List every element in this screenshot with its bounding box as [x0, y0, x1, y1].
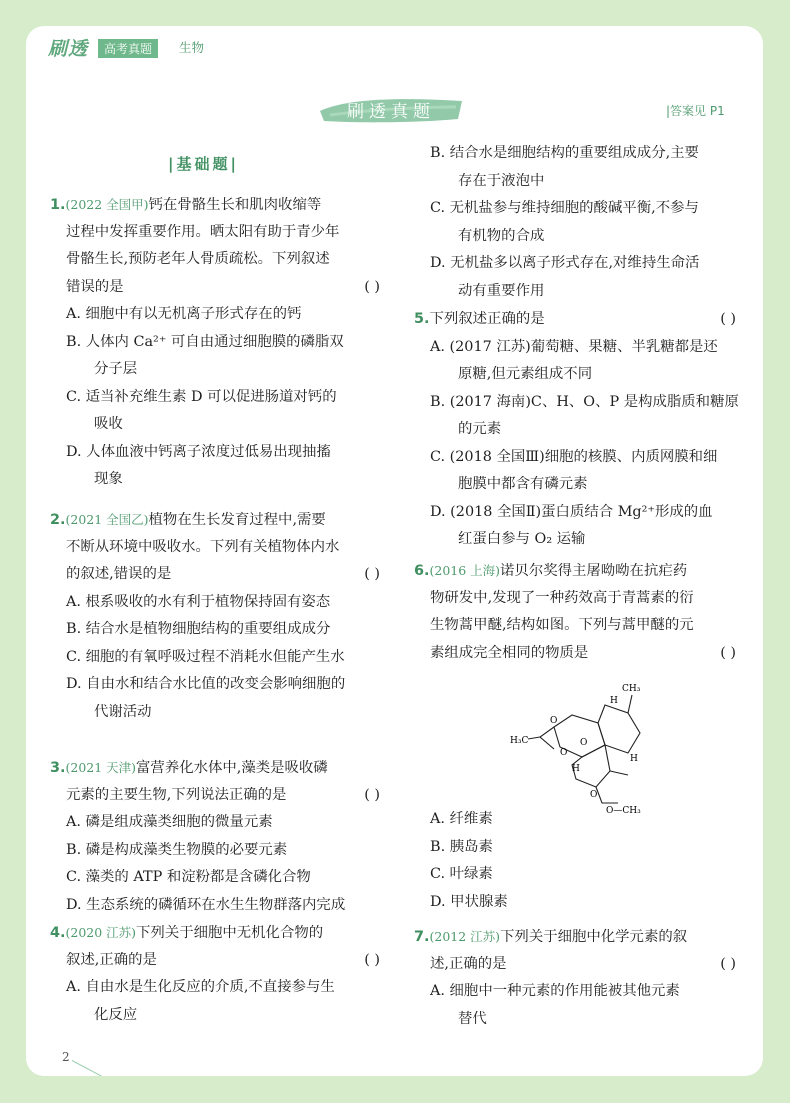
question-stem-text: 物研发中,发现了一种药效高于青蒿素的衍 — [430, 589, 694, 606]
answer-blank: ( ) — [364, 566, 380, 582]
question-stem-line — [430, 612, 736, 640]
figure-label: H — [630, 754, 638, 764]
figure-label: O — [560, 748, 568, 758]
option-line: 胞膜中都含有磷元素 — [458, 476, 588, 492]
series-badge: 高考真题 — [98, 39, 158, 58]
figure-label: O — [550, 716, 558, 726]
question-stem-text: 钙在骨骼生长和肌肉收缩等 — [148, 197, 322, 213]
option-line: A. 根系吸收的水有利于植物保持固有姿态 — [66, 593, 331, 610]
question-stem-line — [66, 947, 380, 975]
question-stem-line — [50, 919, 380, 948]
question-stem-text: 的叙述,错误的是 — [66, 566, 172, 582]
question-stem-line — [414, 557, 736, 586]
section-title: |基础题| — [168, 155, 239, 173]
question-stem-text: 下列关于细胞中化学元素的叙 — [500, 929, 688, 945]
figure-label: H — [610, 696, 618, 706]
option-line: 替代 — [458, 1010, 487, 1027]
artemether-structure-figure — [510, 675, 680, 815]
option-line: B. 结合水是植物细胞结构的重要组成成分 — [66, 621, 331, 637]
option-line: B. 人体内 Ca²⁺ 可自由通过细胞膜的磷脂双 — [66, 333, 344, 350]
question-stem-text: 错误的是 — [66, 278, 124, 295]
question-stem-line — [50, 506, 380, 535]
question-stem-text: 元素的主要生物,下列说法正确的是 — [66, 786, 287, 803]
option-line: D. 生态系统的磷循环在水生生物群落内完成 — [66, 896, 346, 913]
option-line: B. (2017 海南)C、H、O、P 是构成脂质和糖原 — [430, 393, 739, 410]
answer-blank: ( ) — [364, 951, 380, 968]
question-stem-line — [66, 561, 380, 589]
question-stem-line — [66, 246, 380, 274]
question-stem-line — [414, 923, 736, 952]
figure-label: O—CH₃ — [606, 806, 641, 815]
answer-blank: ( ) — [720, 644, 736, 661]
question-stem-line — [66, 782, 380, 810]
option-line: B. 胰岛素 — [430, 838, 493, 855]
option-line: B. 结合水是细胞结构的重要组成成分,主要 — [430, 145, 699, 161]
question-stem-line — [50, 754, 380, 783]
figure-label: O — [580, 738, 588, 748]
option-line: 的元素 — [458, 421, 502, 437]
option-line: D. 人体血液中钙离子浓度过低易出现抽搐 — [66, 443, 331, 460]
option-line: B. 磷是构成藻类生物膜的必要元素 — [66, 841, 288, 858]
figure-label: H — [572, 764, 580, 774]
option-line: C. 细胞的有氧呼吸过程不消耗水但能产生水 — [66, 648, 345, 665]
option-line: A. 纤维素 — [430, 811, 493, 827]
question-stem-text: 下列关于细胞中无机化合物的 — [136, 925, 324, 941]
section-banner — [316, 93, 466, 125]
brand-logo: 刷透 — [48, 38, 89, 60]
option-line: 存在于液泡中 — [458, 172, 545, 189]
option-line: 红蛋白参与 O₂ 运输 — [458, 531, 586, 547]
question-number: 7. — [414, 929, 430, 945]
question-stem-line — [430, 640, 736, 668]
page-number: 2 — [62, 1050, 70, 1064]
question-source: (2016 上海) — [429, 563, 501, 578]
option-line: 代谢活动 — [94, 703, 152, 720]
page — [26, 26, 763, 1076]
question-stem-line — [430, 951, 736, 979]
option-line: D. (2018 全国Ⅱ)蛋白质结合 Mg²⁺形成的血 — [430, 503, 713, 520]
question-source: (2020 江苏) — [65, 925, 137, 940]
option-line: D. 甲状腺素 — [430, 893, 508, 910]
question-stem-text: 富营养化水体中,藻类是吸收磷 — [136, 760, 328, 776]
question-stem-text: 不断从环境中吸收水。下列有关植物体内水 — [66, 538, 340, 555]
figure-label: H₃C — [510, 736, 529, 746]
option-line: A. 磷是组成藻类细胞的微量元素 — [66, 814, 273, 830]
page-number-divider — [72, 1060, 102, 1076]
figure-label: CH₃ — [622, 684, 641, 694]
question-stem-line — [66, 219, 380, 247]
question-stem-line — [50, 191, 380, 220]
option-line: A. (2017 江苏)葡萄糖、果糖、半乳糖都是还 — [430, 338, 718, 355]
question-number: 4. — [50, 925, 66, 941]
option-line: 分子层 — [94, 361, 138, 377]
question-source: (2022 全国甲) — [65, 197, 149, 212]
option-line: C. (2018 全国Ⅲ)细胞的核膜、内质网膜和细 — [430, 448, 718, 465]
question-stem-text: 下列叙述正确的是 — [429, 311, 545, 327]
option-line: C. 适当补充维生素 D 可以促进肠道对钙的 — [66, 388, 337, 405]
option-line: 有机物的合成 — [458, 227, 545, 244]
option-line: A. 细胞中一种元素的作用能被其他元素 — [430, 983, 680, 999]
answer-reference: |答案见 P1 — [666, 104, 725, 118]
question-stem-text: 过程中发挥重要作用。晒太阳有助于青少年 — [66, 223, 340, 240]
question-stem-text: 叙述,正确的是 — [66, 951, 157, 968]
question-source: (2021 全国乙) — [65, 512, 149, 527]
option-line: D. 无机盐多以离子形式存在,对维持生命活 — [430, 255, 700, 271]
answer-blank: ( ) — [720, 311, 736, 327]
option-line: A. 细胞中有以无机离子形式存在的钙 — [66, 306, 302, 322]
question-stem-line — [430, 585, 736, 613]
answer-blank: ( ) — [364, 278, 380, 295]
question-stem-text: 生物蒿甲醚,结构如图。下列与蒿甲醚的元 — [430, 617, 694, 633]
question-number: 5. — [414, 311, 430, 327]
option-line: C. 叶绿素 — [430, 866, 493, 882]
option-line: 动有重要作用 — [458, 282, 545, 299]
option-line: D. 自由水和结合水比值的改变会影响细胞的 — [66, 676, 346, 692]
question-number: 2. — [50, 512, 66, 528]
figure-label: O — [590, 790, 598, 800]
option-line: C. 无机盐参与维持细胞的酸碱平衡,不参与 — [430, 200, 699, 216]
question-stem-line — [414, 306, 736, 334]
option-line: 化反应 — [94, 1006, 138, 1023]
banner-title: 刷透真题 — [347, 102, 435, 122]
option-line: C. 藻类的 ATP 和淀粉都是含磷化合物 — [66, 869, 311, 885]
question-stem-text: 素组成完全相同的物质是 — [430, 644, 589, 661]
option-line: 原糖,但元素组成不同 — [458, 366, 593, 382]
question-number: 3. — [50, 760, 66, 776]
question-source: (2021 天津) — [65, 760, 137, 775]
answer-blank: ( ) — [364, 786, 380, 803]
question-stem-text: 述,正确的是 — [430, 955, 507, 972]
question-stem-line — [66, 534, 380, 562]
subject-label: 生物 — [179, 40, 205, 55]
question-stem-line — [66, 274, 380, 302]
answer-blank: ( ) — [720, 955, 736, 972]
option-line: A. 自由水是生化反应的介质,不直接参与生 — [66, 979, 335, 995]
question-number: 1. — [50, 197, 66, 213]
question-stem-text: 骨骼生长,预防老年人骨质疏松。下列叙述 — [66, 251, 330, 267]
option-line: 吸收 — [94, 416, 123, 432]
question-stem-text: 植物在生长发育过程中,需要 — [148, 512, 326, 528]
question-source: (2012 江苏) — [429, 929, 501, 944]
option-line: 现象 — [94, 471, 123, 487]
question-number: 6. — [414, 563, 430, 579]
question-stem-text: 诺贝尔奖得主屠呦呦在抗疟药 — [500, 563, 688, 579]
